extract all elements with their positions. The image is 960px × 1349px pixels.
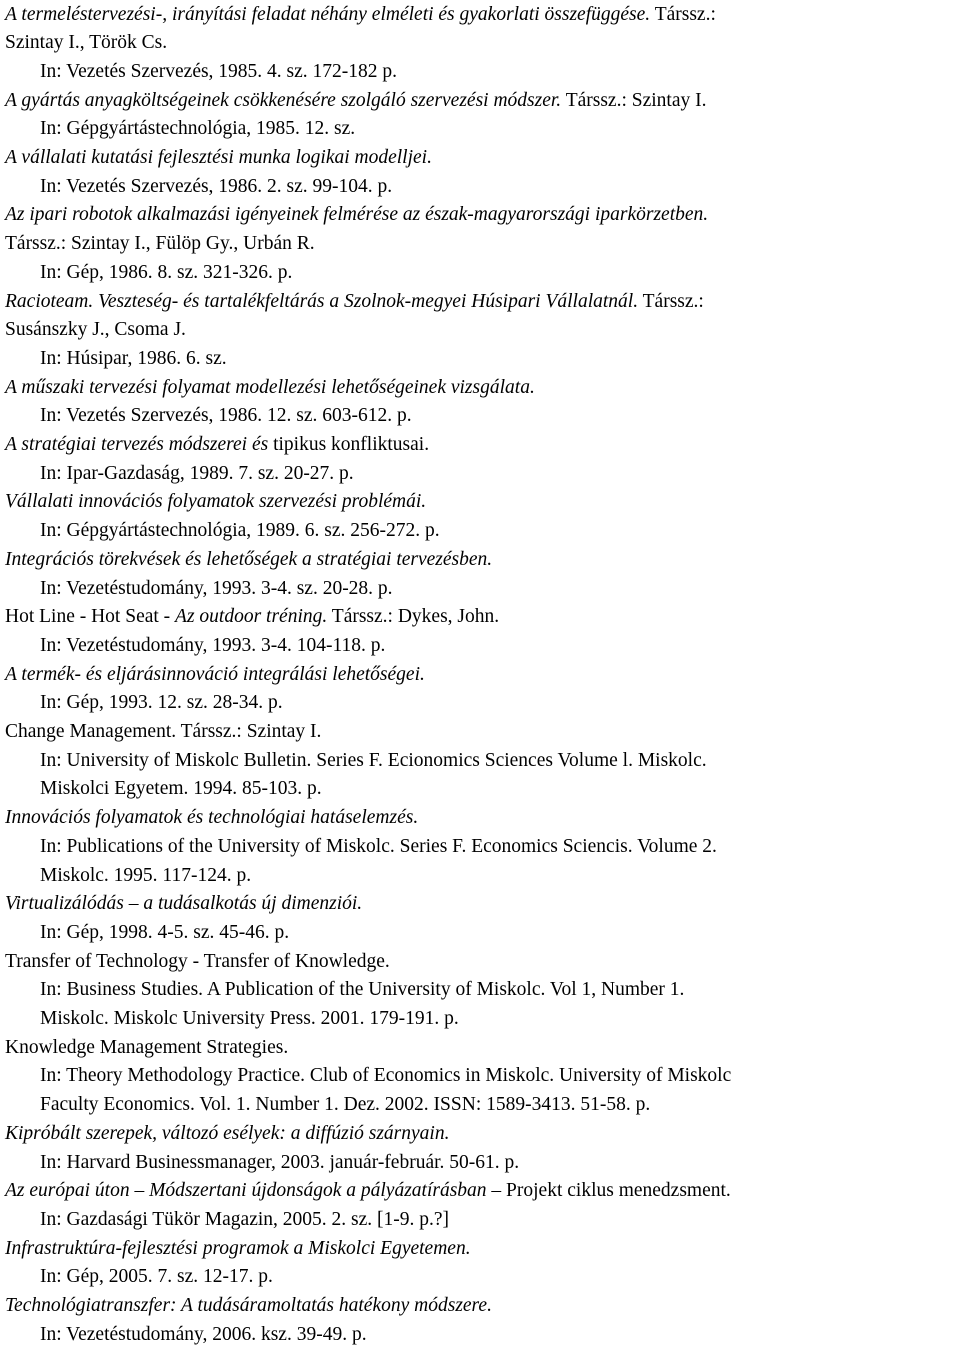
italic-text: Vállalati innovációs folyamatok szervezési problémái. (5, 491, 427, 513)
plain-text: Társsz.: (638, 290, 704, 312)
plain-text: Szintay I., Török Cs. (5, 32, 168, 54)
italic-text: Az európai úton – Módszertani újdonságok a pályázatírásban – (5, 1180, 507, 1202)
bibliography-title-line (5, 144, 432, 173)
bibliography-source-line (40, 1005, 459, 1034)
plain-text: In: Theory Methodology Practice. Club of Economics in Miskolc. University of Miskolc (40, 1065, 732, 1087)
bibliography-title-line (5, 1034, 288, 1063)
plain-text: Társsz.: Szintay I. (561, 89, 707, 111)
plain-text: In: Vezetéstudomány, 2006. ksz. 39-49. p. (40, 1323, 367, 1345)
plain-text: In: Gépgyártástechnológia, 1989. 6. sz. 256-272. p. (40, 520, 440, 542)
italic-text: Az ipari robotok alkalmazási igényeinek felmérése az észak-magyarországi iparkörzetben. (5, 204, 709, 226)
bibliography-title-line (5, 230, 315, 259)
plain-text: tipikus konfliktusai. (268, 434, 430, 455)
bibliography-source-line (40, 259, 292, 288)
plain-text: Társsz.: (650, 3, 716, 25)
bibliography-source-line (40, 1149, 519, 1178)
plain-text: In: Gazdasági Tükör Magazin, 2005. 2. sz. [1-9. p.?] (40, 1208, 450, 1230)
plain-text: In: Gép, 1986. 8. sz. 321-326. p. (40, 261, 293, 283)
bibliography-title-line (5, 488, 426, 517)
bibliography-title-line (5, 1292, 492, 1321)
italic-text: Innovációs folyamatok és technológiai hatáselemzés. (5, 807, 419, 829)
italic-text: Integrációs törekvések és lehetőségek a stratégiai tervezésben. (5, 548, 493, 570)
bibliography-title-line (5, 374, 535, 403)
plain-text: In: Gép, 1998. 4-5. sz. 45-46. p. (40, 921, 290, 943)
bibliography-title-line (5, 1235, 471, 1264)
plain-text: In: Publications of the University of Miskolc. Series F. Economics Sciencis. Volume 2. (40, 835, 717, 857)
italic-text: Infrastruktúra-fejlesztési programok a Miskolci Egyetemen. (5, 1237, 471, 1259)
italic-text: A gyártás anyagköltségeinek csökkenésére szolgáló szervezési módszer. (5, 89, 562, 111)
plain-text: Change Management. Társsz.: Szintay I. (5, 721, 322, 742)
plain-text: Társsz.: Szintay I., Fülöp Gy., Urbán R. (5, 233, 315, 255)
bibliography-source-line (40, 58, 397, 87)
bibliography-source-line (40, 747, 707, 776)
plain-text: In: Ipar-Gazdaság, 1989. 7. sz. 20-27. p. (40, 462, 354, 484)
bibliography-title-line (5, 804, 418, 833)
bibliography-source-line (40, 1263, 273, 1292)
italic-text: A műszaki tervezési folyamat modellezési lehetőségeinek vizsgálata. (5, 376, 535, 398)
bibliography-title-line (5, 288, 704, 317)
plain-text: Miskolci Egyetem. 1994. 85-103. p. (40, 778, 322, 800)
plain-text: In: University of Miskolc Bulletin. Series F. Ecionomics Sciences Volume l. Miskolc. (40, 749, 707, 771)
plain-text: In: Harvard Businessmanager, 2003. január-február. 50-61. p. (40, 1151, 520, 1173)
bibliography-source-line (40, 460, 354, 489)
bibliography-source-line (40, 689, 283, 718)
italic-text: Az outdoor tréning. (175, 606, 328, 628)
bibliography-source-line (40, 345, 227, 374)
italic-text: A termeléstervezési-, irányítási feladat néhány elméleti és gyakorlati összefüggése. (5, 3, 651, 25)
plain-text: Hot Line - Hot Seat - (5, 606, 176, 628)
bibliography-source-line (40, 976, 684, 1005)
plain-text: Társsz.: Dykes, John. (327, 606, 500, 628)
plain-text: In: Vezetés Szervezés, 1985. 4. sz. 172-182 p. (40, 60, 398, 82)
bibliography-title-line (5, 1, 716, 30)
plain-text: Knowledge Management Strategies. (5, 1036, 289, 1058)
bibliography-title-line (5, 661, 425, 690)
plain-text: In: Gép, 1993. 12. sz. 28-34. p. (40, 692, 283, 714)
plain-text: Miskolc. Miskolc University Press. 2001. 179-191. p. (40, 1008, 459, 1029)
plain-text: In: Húsipar, 1986. 6. sz. (40, 347, 227, 369)
italic-text: Virtualizálódás – a tudásalkotás új dimenziói. (5, 893, 363, 915)
bibliography-source-line (40, 1091, 650, 1120)
bibliography-source-line (40, 517, 440, 546)
italic-text: Kipróbált szerepek, változó esélyek: a diffúzió szárnyain. (5, 1122, 450, 1144)
italic-text: A stratégiai tervezés módszerei és (5, 434, 269, 455)
plain-text: In: Vezetés Szervezés, 1986. 2. sz. 99-104. p. (40, 175, 393, 197)
bibliography-source-line (40, 833, 717, 862)
bibliography-title-line (5, 29, 167, 58)
plain-text: Miskolc. 1995. 117-124. p. (40, 864, 252, 886)
plain-text: In: Vezetés Szervezés, 1986. 12. sz. 603-612. p. (40, 405, 412, 427)
bibliography-source-line (40, 632, 385, 661)
plain-text: Susánszky J., Csoma J. (5, 319, 186, 341)
bibliography-title-line (5, 201, 708, 230)
bibliography-source-line (40, 173, 392, 202)
plain-text: In: Vezetéstudomány, 1993. 3-4. sz. 20-28. p. (40, 577, 393, 599)
bibliography-title-line (5, 948, 390, 977)
bibliography-title-line (5, 546, 492, 575)
bibliography-source-line (40, 1206, 449, 1235)
bibliography-source-line (40, 775, 322, 804)
plain-text: In: Business Studies. A Publication of the University of Miskolc. Vol 1, Number 1. (40, 979, 685, 1001)
plain-text: In: Vezetéstudomány, 1993. 3-4. 104-118. p. (40, 634, 386, 656)
bibliography-source-line (40, 919, 289, 948)
plain-text: In: Gépgyártástechnológia, 1985. 12. sz. (40, 118, 356, 140)
bibliography-source-line (40, 115, 355, 144)
plain-text: Transfer of Technology - Transfer of Knowledge. (5, 950, 390, 972)
bibliography-title-line (5, 1177, 731, 1206)
bibliography-source-line (40, 402, 412, 431)
bibliography-source-line (40, 1062, 731, 1091)
bibliography-source-line (40, 1321, 367, 1349)
plain-text: Faculty Economics. Vol. 1. Number 1. Dez. 2002. ISSN: 1589-3413. 51-58. p. (40, 1094, 651, 1116)
italic-text: Technológiatranszfer: A tudásáramoltatás hatékony módszere. (5, 1295, 492, 1316)
bibliography-source-line (40, 862, 251, 891)
bibliography-title-line (5, 890, 362, 919)
bibliography-title-line (5, 316, 186, 345)
bibliography-title-line (5, 87, 707, 116)
plain-text: In: Gép, 2005. 7. sz. 12-17. p. (40, 1266, 273, 1288)
bibliography-title-line (5, 603, 499, 632)
italic-text: Racioteam. Veszteség- és tartalékfeltárás a Szolnok-megyei Húsipari Vállalatnál. (5, 290, 639, 312)
italic-text: A vállalati kutatási fejlesztési munka logikai modelljei. (5, 147, 432, 168)
italic-text: A termék- és eljárásinnováció integrálási lehetőségei. (5, 663, 425, 685)
bibliography-title-line (5, 718, 321, 747)
plain-text: Projekt ciklus menedzsment. (506, 1180, 731, 1202)
bibliography-title-line (5, 1120, 449, 1149)
bibliography-source-line (40, 575, 393, 604)
bibliography-title-line (5, 431, 429, 460)
